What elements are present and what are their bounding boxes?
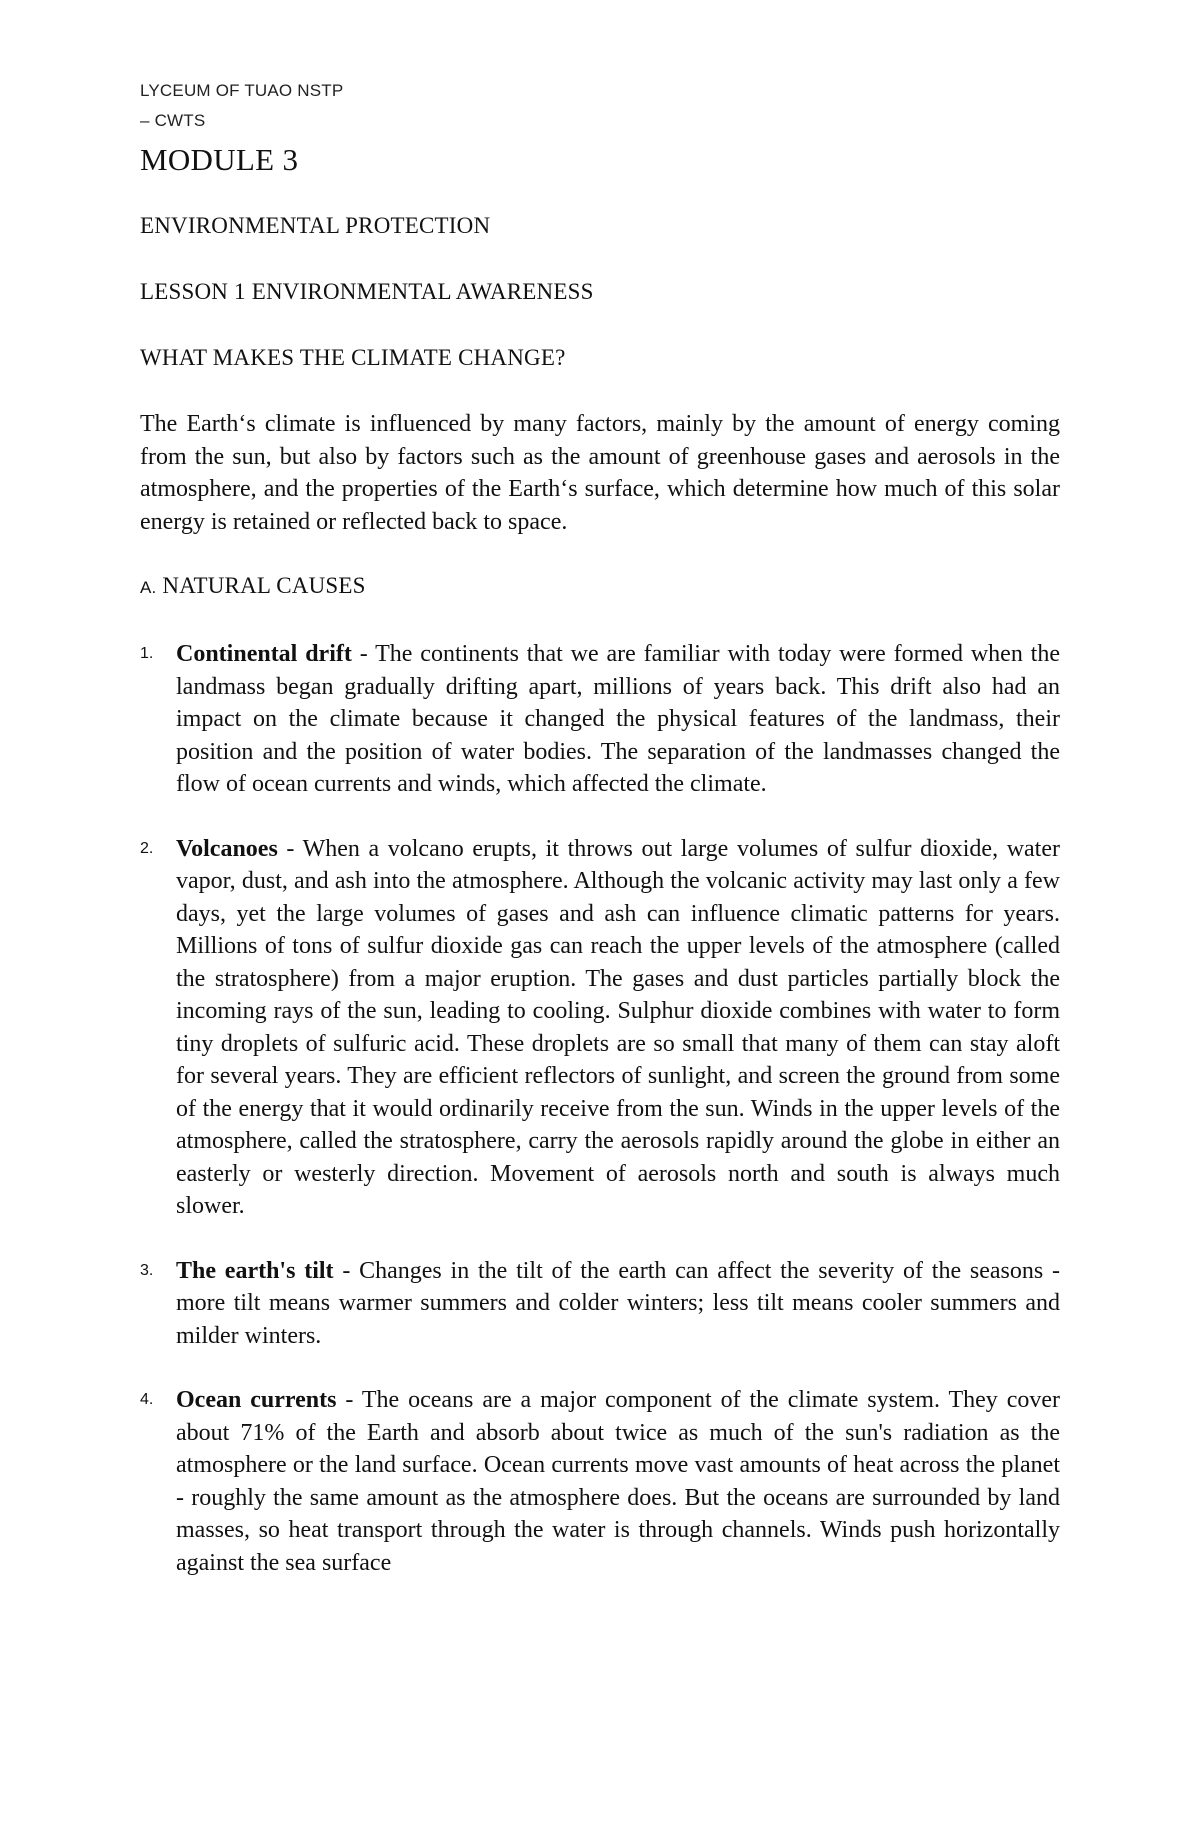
list-item-term: The earth's tilt bbox=[176, 1257, 334, 1284]
question-heading: WHAT MAKES THE CLIMATE CHANGE? bbox=[140, 345, 566, 370]
natural-causes-list bbox=[140, 638, 1060, 1579]
module-title: MODULE 3 bbox=[140, 142, 299, 177]
intro-paragraph: The Earth‘s climate is influenced by many factors, mainly by the amount of energy coming from the sun, but also by factors such as the amount of greenhouse gases and aerosols in the atmosphere, and the properties of the Earth‘s surface, which determine how much of this solar energy is retained or reflected back to space. bbox=[140, 411, 1060, 535]
list-item bbox=[140, 1255, 1060, 1353]
section-heading bbox=[140, 570, 1060, 604]
list-item bbox=[140, 1384, 1060, 1579]
list-item-term: Continental drift bbox=[176, 641, 352, 667]
list-item-number: 1. bbox=[140, 645, 154, 662]
list-item-term: Volcanoes bbox=[176, 835, 278, 862]
list-item-number: 2. bbox=[140, 839, 154, 857]
topic-heading: ENVIRONMENTAL PROTECTION bbox=[140, 213, 491, 238]
lesson-heading: LESSON 1 ENVIRONMENTAL AWARENESS bbox=[140, 279, 594, 304]
header-line-2: – CWTS bbox=[140, 111, 206, 130]
list-item-text: - The oceans are a major component of the climate system. They cover about 71% of the Earth and absorb about twice as much of the sun's radiation as the atmosphere or the land surface. Ocean currents move vast amounts of heat across the planet - roughly the same amount as the atmosphere does. But the oceans are surrounded by land masses, so heat transport through the water is through channels. Winds push horizontally against the sea surface bbox=[176, 1387, 1060, 1576]
document-body bbox=[140, 140, 1060, 1611]
header-line-1: LYCEUM OF TUAO NSTP bbox=[140, 81, 344, 100]
list-item-number: 4. bbox=[140, 1391, 154, 1408]
section-letter: A. bbox=[140, 578, 157, 597]
list-item-term: Ocean currents bbox=[176, 1387, 337, 1413]
list-item-text: - When a volcano erupts, it throws out large volumes of sulfur dioxide, water vapor, dust, and ash into the atmosphere. Although the volcanic activity may last only a few days, yet the large volumes of gases and ash can influence climatic patterns for years. Millions of tons of sulfur dioxide gas can reach the upper levels of the atmosphere (called the stratosphere) from a major eruption. The gases and dust particles partially block the incoming rays of the sun, leading to cooling. Sulphur dioxide combines with water to form tiny droplets of sulfuric acid. These droplets are so small that many of them can stay aloft for several years. They are efficient reflectors of sunlight, and screen the ground from some of the energy that it would ordinarily receive from the sun. Winds in the upper levels of the atmosphere, called the stratosphere, carry the aerosols rapidly around the globe in either an easterly or westerly direction. Movement of aerosols north and south is always much slower. bbox=[176, 835, 1060, 1219]
section-title: NATURAL CAUSES bbox=[162, 573, 366, 598]
list-item-text: - Changes in the tilt of the earth can affect the severity of the seasons - more tilt means warmer summers and colder winters; less tilt means cooler summers and milder winters. bbox=[176, 1257, 1061, 1349]
list-item bbox=[140, 638, 1060, 801]
list-item-number: 3. bbox=[140, 1261, 154, 1279]
list-item-text: - The continents that we are familiar with today were formed when the landmass began gradually drifting apart, millions of years back. This drift also had an impact on the climate because it changed the physical features of the landmass, their position and the position of water bodies. The separation of the landmasses changed the flow of ocean currents and winds, which affected the climate. bbox=[176, 641, 1060, 797]
list-item bbox=[140, 833, 1060, 1223]
document-header bbox=[140, 76, 400, 136]
